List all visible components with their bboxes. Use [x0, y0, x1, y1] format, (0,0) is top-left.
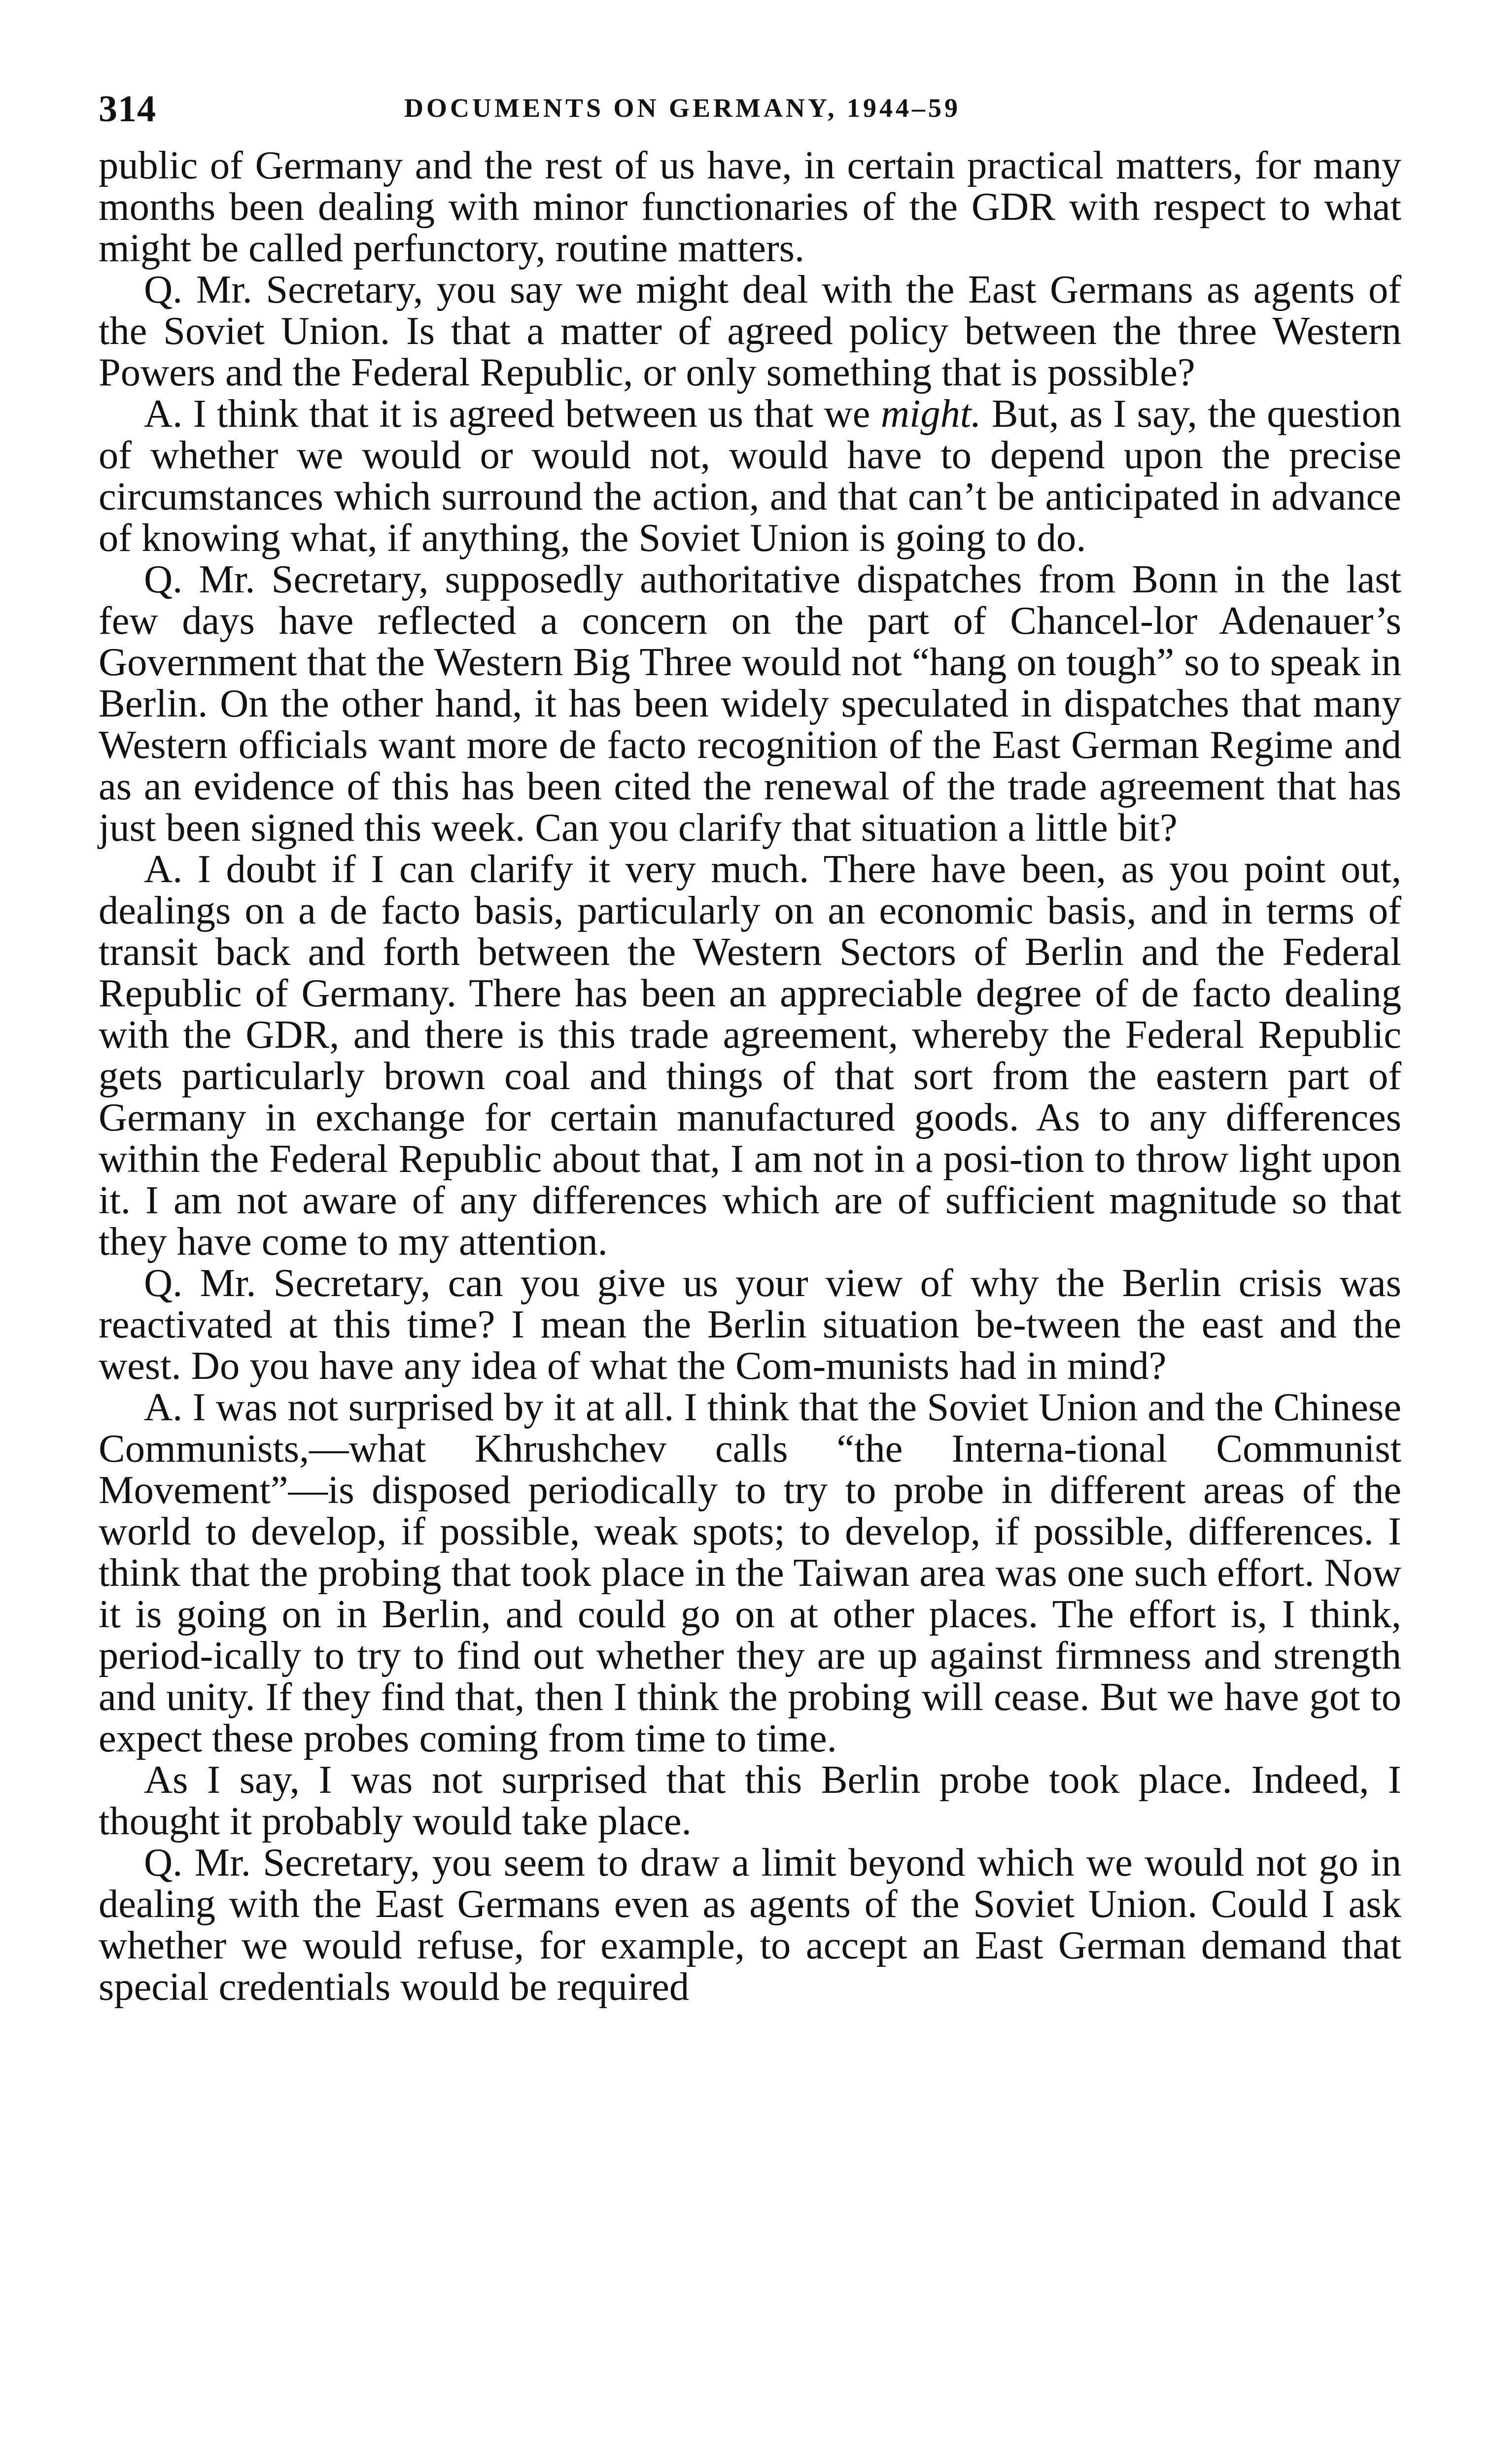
paragraph-9 — [99, 1842, 1401, 2008]
paragraph-2 — [99, 269, 1401, 393]
paragraph-text: A. I doubt if I can clarify it very much. There have been, as you point out, dealings on a de facto basis, particularly on an economic basis, and in terms of transit back and forth between the Western Sectors of Berlin and the Federal Republic of Germany. There has been an appreciable degree of de facto dealing with the GDR, and there is this trade agreement, whereby the Federal Republic gets particularly brown coal and things of that sort from the eastern part of Germany in exchange for certain manufactured goods. As to any differences within the Federal Republic about that, I am not in a posi-tion to throw light upon it. I am not aware of any differences which are of sufficient magnitude so that they have come to my attention. — [99, 847, 1401, 1264]
running-head — [99, 84, 1401, 138]
paragraph-text: public of Germany and the rest of us have, in certain practical matters, for many months been dealing with minor functionaries of the GDR with respect to what might be called perfunctory, routine matters. — [99, 143, 1401, 270]
body-text — [99, 145, 1401, 2008]
paragraph-1 — [99, 145, 1401, 269]
paragraph-text: Q. Mr. Secretary, you say we might deal with the East Germans as agents of the Soviet Union. Is that a matter of agreed policy between the three Western Powers and the Federal Republic, or only something that is possible? — [99, 268, 1401, 394]
paragraph-text: Q. Mr. Secretary, supposedly authoritative dispatches from Bonn in the last few days have reflected a concern on the part of Chancel-lor Adenauer’s Government that the Western Big Three would not “hang on tough” so to speak in Berlin. On the other hand, it has been widely speculated in dispatches that many Western officials want more de facto recognition of the East German Regime and as an evidence of this has been cited the renewal of the trade agreement that has just been signed this week. Can you clarify that situation a little bit? — [99, 557, 1401, 850]
paragraph-text: As I say, I was not surprised that this Berlin probe took place. Indeed, I thought it probably would take place. — [99, 1758, 1401, 1843]
paragraph-4 — [99, 559, 1401, 849]
paragraph-text-continued: But, as I say, the question of whether we would or would not, would have to depend upon the precise circumstances which surround the action, and that can’t be anticipated in advance of knowing what, if anything, the Soviet Union is going to do. — [99, 392, 1401, 560]
paragraph-5 — [99, 849, 1401, 1263]
paragraph-8 — [99, 1759, 1401, 1842]
paragraph-text: A. I think that it is agreed between us that we — [144, 392, 881, 436]
running-title: DOCUMENTS ON GERMANY, 1944–59 — [404, 93, 961, 123]
paragraph-text: A. I was not surprised by it at all. I think that the Soviet Union and the Chinese Communists,—what Khrushchev calls “the Interna-tional Communist Movement”—is disposed periodically to try to probe in different areas of the world to develop, if possible, weak spots; to develop, if possible, differences. I think that the probing that took place in the Taiwan area was one such effort. Now it is going on in Berlin, and could go on at other places. The effort is, I think, period-ically to try to find out whether they are up against firmness and strength and unity. If they find that, then I think the probing will cease. But we have got to expect these probes coming from time to time. — [99, 1385, 1401, 1760]
paragraph-text: Q. Mr. Secretary, you seem to draw a limit beyond which we would not go in dealing with the East Germans even as agents of the Soviet Union. Could I ask whether we would refuse, for example, to accept an East German demand that special credentials would be required — [99, 1841, 1401, 2009]
paragraph-6 — [99, 1263, 1401, 1387]
paragraph-text: Q. Mr. Secretary, can you give us your view of why the Berlin crisis was reactivated at this time? I mean the Berlin situation be-tween the east and the west. Do you have any idea of what the Com-munists had in mind? — [99, 1261, 1401, 1388]
emphasized-word: might. — [880, 392, 981, 436]
paragraph-3 — [99, 393, 1401, 559]
page-number: 314 — [99, 88, 156, 130]
paragraph-7 — [99, 1387, 1401, 1759]
